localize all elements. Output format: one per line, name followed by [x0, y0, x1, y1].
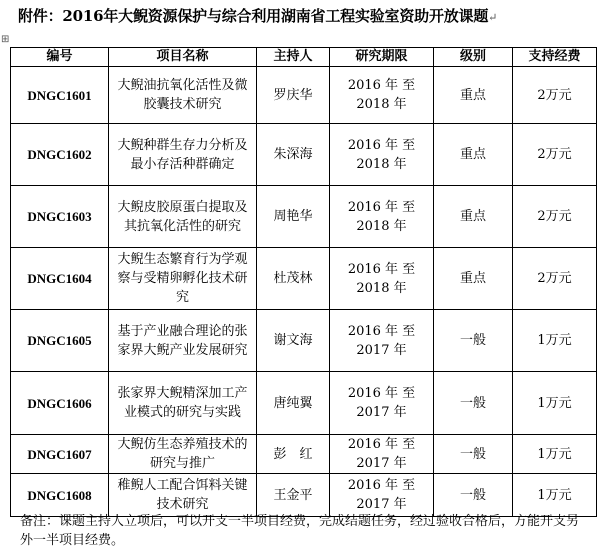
period-start: 2016 年 至: [347, 199, 416, 215]
cell-period: [330, 310, 434, 372]
period-end: 2017 年: [356, 405, 407, 420]
period-start: 2016 年 至: [347, 137, 416, 153]
period-end: 2018 年: [356, 97, 407, 112]
cell-level: [434, 435, 513, 474]
cell-host: [257, 124, 330, 186]
cell-period: [330, 67, 434, 124]
cell-name: [109, 310, 257, 372]
period-start: 2016 年 至: [347, 261, 416, 277]
cell-level-text: 重点: [459, 271, 486, 286]
cell-code-text: DNGC1602: [27, 147, 92, 162]
cell-funding: [513, 67, 597, 124]
header-level: 级别: [434, 48, 513, 67]
cell-funding: [513, 248, 597, 310]
cell-host-text: 周艳华: [273, 209, 313, 224]
period-end: 2018 年: [356, 218, 407, 234]
cell-code-text: DNGC1606: [27, 395, 92, 411]
cell-name-text: 大鲵油抗氧化活性及微胶囊技术研究: [117, 78, 248, 112]
cell-host-text: 朱深海: [273, 147, 313, 162]
cell-host: [257, 67, 330, 124]
cell-host-text: 王金平: [273, 487, 313, 503]
cell-name: [109, 124, 257, 186]
cell-name: [109, 435, 257, 474]
cell-level: [434, 67, 513, 124]
cell-period: [330, 474, 434, 517]
cell-name: [109, 372, 257, 435]
cell-level: [434, 186, 513, 248]
cell-host-text: 唐纯翼: [273, 395, 313, 411]
cell-funding: [513, 186, 597, 248]
cell-host: [257, 435, 330, 474]
cell-level: [434, 248, 513, 310]
cell-level: [434, 372, 513, 435]
cell-funding: [513, 474, 597, 517]
cell-host-text: 谢文海: [273, 333, 313, 348]
cell-level-text: 一般: [459, 446, 486, 462]
cell-level: [434, 124, 513, 186]
cell-level-text: 重点: [459, 209, 486, 224]
table-row: [11, 186, 597, 248]
period-start: 2016 年 至: [347, 323, 416, 339]
cell-name-text: 大鲵生态繁育行为学观察与受精卵孵化技术研究: [117, 252, 248, 305]
cell-level-text: 一般: [459, 395, 486, 411]
cell-host-text: 罗庆华: [273, 87, 313, 103]
table-header-row: [11, 48, 597, 67]
cell-name-text: 张家界大鲵精深加工产业模式的研究与实践: [117, 386, 248, 420]
table-row: [11, 67, 597, 124]
cell-host-text: 杜茂林: [273, 271, 313, 286]
period-end: 2017 年: [356, 497, 407, 512]
cell-host: [257, 310, 330, 372]
header-funding: 支持经费: [513, 48, 597, 67]
period-end: 2018 年: [356, 156, 407, 172]
header-period: 研究期限: [330, 48, 434, 67]
cell-name: [109, 474, 257, 517]
cell-host: [257, 248, 330, 310]
period-end: 2017 年: [356, 342, 407, 358]
cell-code-text: DNGC1607: [27, 446, 92, 462]
table-row: [11, 474, 597, 517]
period-end: 2018 年: [356, 280, 407, 296]
table-row: [11, 124, 597, 186]
cell-funding: [513, 310, 597, 372]
period-start: 2016 年 至: [347, 437, 416, 452]
title-text: 附件：2016年大鲵资源保护与综合利用湖南省工程实验室资助开放课题: [18, 7, 489, 25]
period-start: 2016 年 至: [347, 386, 416, 401]
cell-funding: [513, 124, 597, 186]
cell-name-text: 稚鲵人工配合饵料关键技术研究: [117, 478, 248, 512]
table-row: [11, 372, 597, 435]
cell-name: [109, 186, 257, 248]
cell-code: [11, 186, 109, 248]
cell-host: [257, 372, 330, 435]
cell-host: [257, 474, 330, 517]
projects-table: [10, 47, 597, 517]
cell-code: [11, 435, 109, 474]
cell-period: [330, 372, 434, 435]
cell-name-text: 大鲵种群生存力分析及最小存活种群确定: [117, 137, 248, 172]
cell-code: [11, 124, 109, 186]
cell-level-text: 一般: [459, 333, 486, 348]
cell-name-text: 基于产业融合理论的张家界大鲵产业发展研究: [117, 323, 248, 358]
period-end: 2017 年: [356, 456, 407, 471]
cell-name-text: 大鲵仿生态养殖技术的研究与推广: [117, 437, 248, 471]
cell-code: [11, 310, 109, 372]
table-row: [11, 435, 597, 474]
cell-period: [330, 435, 434, 474]
cell-funding-text: 1万元: [537, 395, 572, 411]
header-name: 项目名称: [109, 48, 257, 67]
cell-funding-text: 2万元: [537, 147, 572, 162]
cell-level-text: 重点: [459, 147, 486, 162]
cell-funding: [513, 435, 597, 474]
table-row: [11, 310, 597, 372]
cell-code-text: DNGC1601: [27, 87, 92, 103]
cell-code-text: DNGC1603: [27, 209, 92, 224]
cell-host: [257, 186, 330, 248]
cell-funding: [513, 372, 597, 435]
cell-level: [434, 474, 513, 517]
cell-level: [434, 310, 513, 372]
cell-funding-text: 2万元: [537, 271, 572, 286]
cell-period: [330, 186, 434, 248]
cell-code: [11, 372, 109, 435]
cell-level-text: 重点: [459, 87, 486, 103]
paragraph-mark-icon: ↵: [488, 11, 498, 24]
cell-period: [330, 248, 434, 310]
cell-code-text: DNGC1608: [27, 487, 92, 503]
cell-code: [11, 67, 109, 124]
cell-funding-text: 1万元: [537, 446, 572, 462]
period-start: 2016 年 至: [347, 478, 416, 493]
cell-level-text: 一般: [459, 487, 486, 503]
footnote: 备注：课题主持人立项后，可以开支一半项目经费，完成结题任务，经过验收合格后，方能开支另外一半项目经费。: [20, 514, 580, 548]
cell-name: [109, 248, 257, 310]
cell-code-text: DNGC1605: [27, 333, 92, 348]
cell-funding-text: 1万元: [537, 333, 572, 348]
cell-funding-text: 2万元: [537, 87, 572, 103]
cell-host-text: 彭 红: [273, 446, 313, 462]
header-code: 编号: [11, 48, 109, 67]
document-title: [18, 6, 598, 28]
cell-funding-text: 2万元: [537, 209, 572, 224]
cell-name-text: 大鲵皮胶原蛋白提取及其抗氧化活性的研究: [117, 199, 248, 234]
cell-name: [109, 67, 257, 124]
cell-code: [11, 474, 109, 517]
cell-code-text: DNGC1604: [27, 271, 92, 286]
table-anchor-icon: ⊞: [1, 34, 10, 45]
cell-code: [11, 248, 109, 310]
cell-period: [330, 124, 434, 186]
header-host: 主持人: [257, 48, 330, 67]
period-start: 2016 年 至: [347, 78, 416, 93]
cell-funding-text: 1万元: [537, 487, 572, 503]
table-row: [11, 248, 597, 310]
